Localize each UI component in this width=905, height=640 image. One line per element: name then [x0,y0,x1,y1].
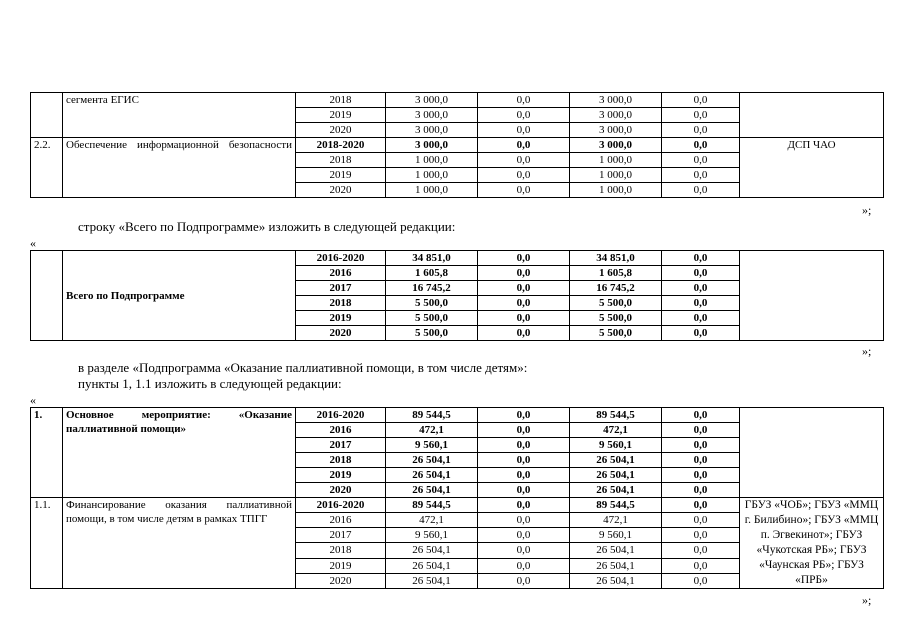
local-cell: 0,0 [662,326,740,341]
total-cell: 26 504,1 [386,468,478,483]
local-cell: 0,0 [662,311,740,326]
paragraph-section-palliative: в разделе «Подпрограмма «Оказание паллиативной помощи, в том числе детям»: [78,360,528,375]
activity-name: Обеспечение информационной безопасности [63,138,296,198]
opening-quote: « [30,236,36,250]
federal-cell: 0,0 [478,498,570,513]
closing-quote: »; [862,344,872,358]
federal-cell: 0,0 [478,408,570,423]
table-row [31,93,884,108]
federal-cell: 0,0 [478,153,570,168]
table-subprogram-total [30,250,884,341]
total-cell: 9 560,1 [386,528,478,543]
paragraph-total-row: строку «Всего по Подпрограмме» изложить в следующей редакции: [78,219,456,234]
total-cell: 9 560,1 [386,438,478,453]
regional-cell: 3 000,0 [570,123,662,138]
total-cell: 472,1 [386,423,478,438]
year-cell: 2018 [296,543,386,558]
regional-cell: 3 000,0 [570,93,662,108]
local-cell: 0,0 [662,408,740,423]
year-cell: 2017 [296,438,386,453]
local-cell: 0,0 [662,296,740,311]
year-cell: 2018 [296,93,386,108]
local-cell: 0,0 [662,123,740,138]
regional-cell: 472,1 [570,513,662,528]
federal-cell: 0,0 [478,183,570,198]
local-cell: 0,0 [662,168,740,183]
local-cell: 0,0 [662,251,740,266]
regional-cell: 89 544,5 [570,408,662,423]
regional-cell: 1 605,8 [570,266,662,281]
year-cell: 2018 [296,453,386,468]
regional-cell: 5 500,0 [570,296,662,311]
executor-cell: ГБУЗ «ЧОБ»; ГБУЗ «ММЦ г. Билибино»; ГБУЗ «ММЦ п. Эгвекинот»; ГБУЗ «Чукотская РБ»; ГБУЗ «Чаунская РБ»; ГБУЗ «ПРБ» [740,498,884,589]
federal-cell: 0,0 [478,296,570,311]
regional-cell: 26 504,1 [570,453,662,468]
federal-cell: 0,0 [478,311,570,326]
total-cell: 89 544,5 [386,408,478,423]
local-cell: 0,0 [662,483,740,498]
local-cell: 0,0 [662,543,740,558]
total-cell: 26 504,1 [386,543,478,558]
year-cell: 2020 [296,573,386,588]
regional-cell: 1 000,0 [570,168,662,183]
year-cell: 2019 [296,558,386,573]
total-cell: 26 504,1 [386,453,478,468]
federal-cell: 0,0 [478,528,570,543]
year-cell: 2018 [296,153,386,168]
closing-quote: »; [862,593,872,607]
total-cell: 5 500,0 [386,311,478,326]
year-cell: 2019 [296,468,386,483]
federal-cell: 0,0 [478,468,570,483]
regional-cell: 5 500,0 [570,311,662,326]
table-row [31,138,884,153]
table-row [31,498,884,513]
federal-cell: 0,0 [478,138,570,153]
local-cell: 0,0 [662,453,740,468]
total-cell: 26 504,1 [386,573,478,588]
federal-cell: 0,0 [478,558,570,573]
local-cell: 0,0 [662,558,740,573]
local-cell: 0,0 [662,573,740,588]
year-cell: 2017 [296,528,386,543]
federal-cell: 0,0 [478,281,570,296]
total-cell: 89 544,5 [386,498,478,513]
federal-cell: 0,0 [478,108,570,123]
federal-cell: 0,0 [478,513,570,528]
local-cell: 0,0 [662,468,740,483]
total-cell: 5 500,0 [386,326,478,341]
year-cell: 2016-2020 [296,251,386,266]
total-cell: 3 000,0 [386,93,478,108]
regional-cell: 9 560,1 [570,438,662,453]
regional-cell: 26 504,1 [570,483,662,498]
table-row [31,408,884,423]
year-cell: 2017 [296,281,386,296]
executor-cell [740,251,884,341]
federal-cell: 0,0 [478,251,570,266]
row-number: 1. [31,408,63,498]
year-cell: 2016 [296,266,386,281]
local-cell: 0,0 [662,498,740,513]
federal-cell: 0,0 [478,573,570,588]
federal-cell: 0,0 [478,123,570,138]
local-cell: 0,0 [662,266,740,281]
year-cell: 2019 [296,311,386,326]
federal-cell: 0,0 [478,438,570,453]
year-cell: 2019 [296,168,386,183]
total-label: Всего по Подпрограмме [63,251,296,341]
total-cell: 26 504,1 [386,558,478,573]
local-cell: 0,0 [662,423,740,438]
local-cell: 0,0 [662,108,740,123]
year-cell: 2020 [296,326,386,341]
year-cell: 2020 [296,183,386,198]
federal-cell: 0,0 [478,423,570,438]
regional-cell: 1 000,0 [570,183,662,198]
federal-cell: 0,0 [478,326,570,341]
federal-cell: 0,0 [478,483,570,498]
regional-cell: 3 000,0 [570,108,662,123]
activity-name: сегмента ЕГИС [63,93,296,138]
year-cell: 2018 [296,296,386,311]
total-cell: 34 851,0 [386,251,478,266]
year-cell: 2016-2020 [296,498,386,513]
total-cell: 1 000,0 [386,183,478,198]
year-cell: 2016 [296,513,386,528]
federal-cell: 0,0 [478,453,570,468]
total-cell: 3 000,0 [386,108,478,123]
regional-cell: 26 504,1 [570,468,662,483]
table-palliative-care [30,407,884,589]
activity-name: Финансирование оказания паллиативной помощи, в том числе детям в рамках ТПГГ [63,498,296,589]
regional-cell: 16 745,2 [570,281,662,296]
row-number: 2.2. [31,138,63,198]
regional-cell: 472,1 [570,423,662,438]
year-cell: 2016-2020 [296,408,386,423]
local-cell: 0,0 [662,528,740,543]
local-cell: 0,0 [662,183,740,198]
row-number [31,251,63,341]
total-cell: 472,1 [386,513,478,528]
table-state-program-continuation [30,92,884,198]
table-row [31,251,884,266]
executor-cell [740,408,884,498]
regional-cell: 5 500,0 [570,326,662,341]
executor-cell [740,93,884,138]
local-cell: 0,0 [662,138,740,153]
regional-cell: 34 851,0 [570,251,662,266]
regional-cell: 3 000,0 [570,138,662,153]
year-cell: 2018-2020 [296,138,386,153]
row-number [31,93,63,138]
federal-cell: 0,0 [478,266,570,281]
total-cell: 5 500,0 [386,296,478,311]
regional-cell: 89 544,5 [570,498,662,513]
federal-cell: 0,0 [478,543,570,558]
total-cell: 3 000,0 [386,138,478,153]
total-cell: 1 605,8 [386,266,478,281]
regional-cell: 26 504,1 [570,573,662,588]
local-cell: 0,0 [662,281,740,296]
local-cell: 0,0 [662,513,740,528]
local-cell: 0,0 [662,153,740,168]
regional-cell: 26 504,1 [570,543,662,558]
year-cell: 2020 [296,123,386,138]
row-number: 1.1. [31,498,63,589]
year-cell: 2019 [296,108,386,123]
regional-cell: 9 560,1 [570,528,662,543]
regional-cell: 1 000,0 [570,153,662,168]
year-cell: 2016 [296,423,386,438]
total-cell: 16 745,2 [386,281,478,296]
activity-name: Основное мероприятие: «Оказание паллиативной помощи» [63,408,296,498]
total-cell: 26 504,1 [386,483,478,498]
executor-cell: ДСП ЧАО [740,138,884,198]
local-cell: 0,0 [662,438,740,453]
local-cell: 0,0 [662,93,740,108]
total-cell: 3 000,0 [386,123,478,138]
paragraph-items-edit: пункты 1, 1.1 изложить в следующей редакции: [78,376,342,391]
year-cell: 2020 [296,483,386,498]
federal-cell: 0,0 [478,93,570,108]
closing-quote: »; [862,203,872,217]
total-cell: 1 000,0 [386,168,478,183]
total-cell: 1 000,0 [386,153,478,168]
federal-cell: 0,0 [478,168,570,183]
regional-cell: 26 504,1 [570,558,662,573]
opening-quote: « [30,393,36,407]
